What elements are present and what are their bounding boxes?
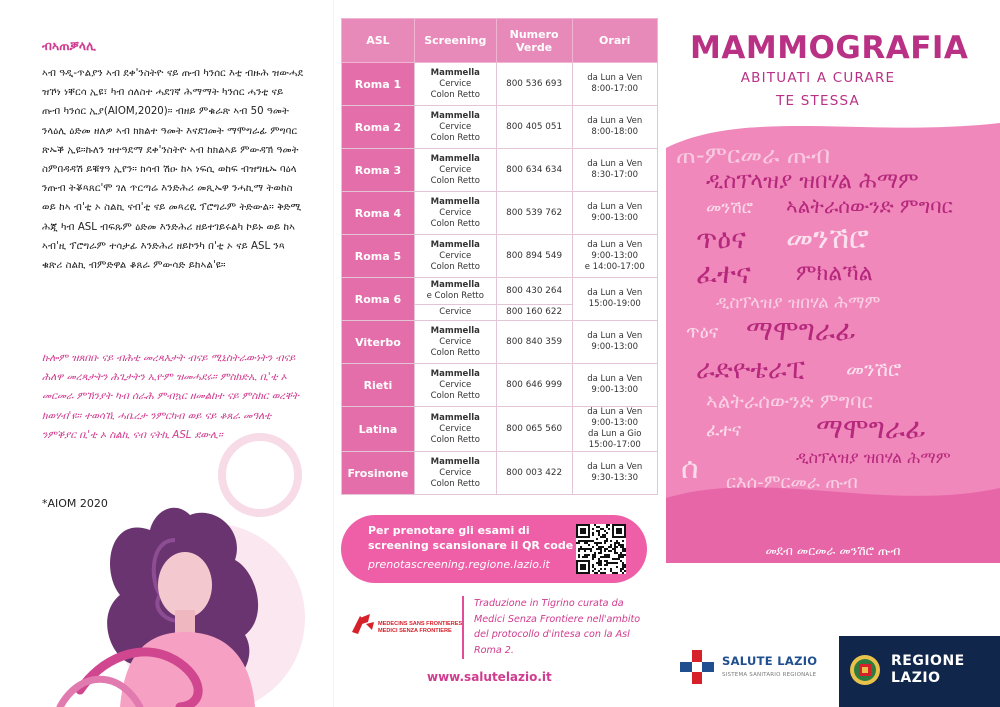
phone-number[interactable]: 800 003 422 <box>496 452 572 495</box>
band-subtitle-line-2: ኣንስትዮ ነጻ <box>805 598 861 613</box>
svg-text:ርእሰ-ምርመራ ጡብ: ርእሰ-ምርመራ ጡብ <box>726 472 858 493</box>
hours-cell <box>572 235 657 278</box>
screening-type: Colon Retto <box>430 434 480 445</box>
crest-icon <box>849 654 881 686</box>
phone-number[interactable]: 800 539 762 <box>496 192 572 235</box>
screening-type: Cervice <box>439 164 472 175</box>
screening-type: Cervice <box>439 379 472 390</box>
asl-name: Roma 6 <box>342 278 415 321</box>
screening-type: Mammella <box>430 412 480 423</box>
screening-type: Colon Retto <box>430 347 480 358</box>
screening-type: Mammella <box>430 239 480 250</box>
qr-code[interactable] <box>576 524 626 574</box>
table-row <box>342 321 658 364</box>
svg-text:ምክልኻል: ምክልኻል <box>796 261 873 286</box>
woman-illustration <box>0 420 333 707</box>
section-title: ብኣጠቓላሊ <box>42 38 96 53</box>
qr-line-2: screening scansionare il QR code <box>368 539 574 552</box>
svg-text:ዲስፕላዝያ ዝበሃል ሕማም: ዲስፕላዝያ ዝበሃል ሕማም <box>796 448 951 467</box>
header-orari: Orari <box>572 19 657 63</box>
asl-name: Frosinone <box>342 452 415 495</box>
phone-number[interactable]: 800 840 359 <box>496 321 572 364</box>
screening-type: Colon Retto <box>430 218 480 229</box>
qr-line-1: Per prenotare gli esami di <box>368 524 530 537</box>
decor-ring <box>222 437 298 513</box>
hours-line: da Lun a Ven <box>587 462 643 472</box>
band-subtitle-line-1: ካብ 50 ክሳብ 74 ዓመት ዝዕድሚኣን ደቂ <box>738 577 928 592</box>
msf-logo-line-1: MEDECINS SANS FRONTIERES <box>378 621 463 627</box>
phone-number[interactable]: 800 430 264 <box>496 278 572 305</box>
screening-cell <box>414 63 496 106</box>
phone-number[interactable]: 800 646 999 <box>496 364 572 407</box>
screening-cell <box>414 305 496 321</box>
hours-line: 9:00-13:00 <box>591 213 639 223</box>
svg-text:ዲስፕላዝያ ዝበሃል ሕማም: ዲስፕላዝያ ዝበሃል ሕማም <box>706 169 919 194</box>
svg-text:ኣልትራሰውንድ ምግባር: ኣልትራሰውንድ ምግባር <box>706 389 873 413</box>
phone-number[interactable]: 800 160 622 <box>496 305 572 321</box>
hours-line: 15:00-19:00 <box>588 299 641 309</box>
table-row <box>342 149 658 192</box>
screening-cell <box>414 278 496 305</box>
phone-number[interactable]: 800 536 693 <box>496 63 572 106</box>
hours-line: 8:30-17:00 <box>591 170 639 180</box>
screening-type: Mammella <box>430 456 480 467</box>
regione-line-1: REGIONE <box>891 653 965 669</box>
screening-type: Mammella <box>430 110 480 121</box>
salute-lazio-logo <box>672 640 830 698</box>
screening-type: Mammella <box>430 368 480 379</box>
screening-type: Colon Retto <box>430 390 480 401</box>
svg-text:ፈተና: ፈተና <box>696 257 751 290</box>
header-numero-verde <box>496 19 572 63</box>
table-row <box>342 106 658 149</box>
hours-cell <box>572 407 657 452</box>
asl-name: Latina <box>342 407 415 452</box>
svg-text:ዲስፕላዝያ ዝበሃል ሕማም: ዲስፕላዝያ ዝበሃል ሕማም <box>716 293 881 313</box>
screening-cell <box>414 321 496 364</box>
hours-line: da Lun a Ven <box>587 407 643 417</box>
phone-number[interactable]: 800 065 560 <box>496 407 572 452</box>
band-title: መደብ መርመራ መንሽሮ ጡብ <box>765 543 901 558</box>
screening-type: Mammella <box>430 280 480 290</box>
hours-cell <box>572 106 657 149</box>
screening-type: Cervice <box>439 307 472 317</box>
screening-type: Cervice <box>439 207 472 218</box>
screening-cell <box>414 106 496 149</box>
hours-cell <box>572 321 657 364</box>
screening-cell <box>414 192 496 235</box>
svg-text:ማሞግራፊ: ማሞግራፊ <box>746 314 856 347</box>
intro-paragraph: ኣብ ዓዲ-ጥልያን ኣብ ደቀ'ንስትዮ ናይ ጡብ ካንሰር እቲ ብዙሕ ዝውሓደ ዝኾነ ነቐርሳ ኢዩ፣ ካብ ሰለስተ ሓደገኛ ሕማማት ካንሰር ሓንቲ ናይ ጡብ ካንሰር ኢያ(AIOM,2020)። ብዘይ ምቁራጽ ኣብ 50 ዓመት ንላዕሊ ዕድመ ዘለዎ ኣብ ክክልተ ዓመት እናደገመት ማሞግራፊ ምግባር ጽኡቕ ኢዩ።ኩለን ዝተዓደማ ደቀ'ንስትዮ ኣብ ከክልኣይ ምውዳኽ ዓመት ስምበዳዳሽ ይቑፃዓ ኢየን። ክሳብ ሽዑ ከኣ ነፍሲ ወከፍ ብዝግዜኡ ባዕላ ንጡብ ትቖጻጸር'ሞ ገለ ጥርጣሬ እንድሕሪ መጺኡዋ ንሓኪማ ትወከስ ወይ ከኣ ብ'ቲ ኦ ስልኪ ናብ'ቲ ናይ መጻረዪ ፕሮግራም ትድውል። ቅድሚ ሕጂ ካብ ASL ብፍጹም ዕድመ እንድሕሪ ዘይተገይሩልካ ኮይኑ ወይ ከኣ ኣብ'ዚ ፕሮግራም ተሳታፊ እንድሕሪ ዘይኮንካ በ'ቲ ኦ ናይ ASL ንጻ ቁጽሪ ስልኪ ብምድዋል ቆጸራ ምውሳድ ይከኣል'ዩ። <box>42 68 303 272</box>
screening-type: Cervice <box>439 250 472 261</box>
hours-line: 9:00-13:00 <box>591 385 639 395</box>
screening-type: Cervice <box>439 78 472 89</box>
phone-number[interactable]: 800 634 634 <box>496 149 572 192</box>
divider <box>462 596 464 659</box>
screening-cell <box>414 452 496 495</box>
hours-line: da Lun a Ven <box>587 288 643 298</box>
screening-type: Mammella <box>430 67 480 78</box>
screening-type: Colon Retto <box>430 175 480 186</box>
svg-text:ኣልትራሰውንድ ምግባር: ኣልትራሰውንድ ምግባር <box>786 194 953 218</box>
cross-icon <box>680 650 714 684</box>
hours-line: 9:30-13:30 <box>591 473 639 483</box>
svg-text:መንሽሮ: መንሽሮ <box>846 357 902 381</box>
hours-cell <box>572 63 657 106</box>
screening-cell <box>414 407 496 452</box>
subtitle-line-2: TE STESSA <box>776 93 860 109</box>
svg-text:መንሽሮ: መንሽሮ <box>786 221 869 256</box>
qr-instructions <box>368 523 573 553</box>
table-row <box>342 364 658 407</box>
band-subtitle <box>666 574 1000 616</box>
tigrinya-word-art <box>666 118 1000 563</box>
svg-text:መንሽሮ: መንሽሮ <box>706 198 754 218</box>
hours-cell <box>572 452 657 495</box>
table-row <box>342 235 658 278</box>
header-numero-verde-label: Numero Verde <box>509 27 559 54</box>
hours-line: 9:00-13:00 <box>591 250 639 261</box>
hours-line: da Lun a Ven <box>587 73 643 83</box>
footnote: *AIOM 2020 <box>42 497 108 510</box>
svg-text:ማሞግራፊ: ማሞግራፊ <box>816 412 926 445</box>
asl-name: Roma 1 <box>342 63 415 106</box>
asl-name: Roma 5 <box>342 235 415 278</box>
main-title: MAMMOGRAFIA <box>690 30 969 66</box>
face <box>158 552 212 618</box>
table-row <box>342 452 658 495</box>
hours-line: 9:00-13:00 <box>591 418 639 428</box>
hours-cell <box>572 278 657 321</box>
table-row <box>342 278 658 305</box>
hours-line: 15:00-17:00 <box>588 440 641 450</box>
subtitle-line-1: ABITUATI A CURARE <box>740 70 896 86</box>
screening-type: Colon Retto <box>430 478 480 489</box>
svg-text:ጠ-ምርመራ ጡብ: ጠ-ምርመራ ጡብ <box>676 141 831 169</box>
regione-lazio-logo <box>839 636 1000 707</box>
msf-logo-line-2: MEDICI SENZA FRONTIERE <box>378 628 452 634</box>
hours-line: da Lun a Gio <box>588 429 642 439</box>
screening-type: Mammella <box>430 153 480 164</box>
regione-line-2: LAZIO <box>891 670 941 686</box>
svg-text:ራድዮቴራፒ: ራድዮቴራፒ <box>696 355 805 385</box>
hours-line: da Lun a Ven <box>587 159 643 169</box>
hours-cell <box>572 364 657 407</box>
asl-name: Viterbo <box>342 321 415 364</box>
svg-text:ጥዕና: ጥዕና <box>696 222 747 255</box>
screening-type: Cervice <box>439 423 472 434</box>
website-link[interactable]: www.salutelazio.it <box>427 670 552 684</box>
hours-line: 8:00-18:00 <box>591 127 639 137</box>
screening-cell <box>414 235 496 278</box>
table-row <box>342 63 658 106</box>
screening-type: Cervice <box>439 121 472 132</box>
phone-number[interactable]: 800 894 549 <box>496 235 572 278</box>
screening-type: Colon Retto <box>430 132 480 143</box>
hours-line: da Lun a Ven <box>587 374 643 384</box>
screening-type: Cervice <box>439 336 472 347</box>
hours-cell <box>572 149 657 192</box>
salute-sub: SISTEMA SANITARIO REGIONALE <box>722 672 817 678</box>
hours-line: 8:00-17:00 <box>591 84 639 94</box>
table-header-row <box>342 19 658 63</box>
hours-line: da Lun a Ven <box>587 331 643 341</box>
hours-line: da Lun a Ven <box>587 202 643 212</box>
svg-text:ፈተና: ፈተና <box>706 420 742 441</box>
booking-link[interactable]: prenotascreening.regione.lazio.it <box>368 558 550 571</box>
screening-type: Mammella <box>430 325 480 336</box>
header-asl: ASL <box>342 19 415 63</box>
asl-name: Rieti <box>342 364 415 407</box>
screening-type: Colon Retto <box>430 261 480 272</box>
screening-type: Mammella <box>430 196 480 207</box>
asl-name: Roma 4 <box>342 192 415 235</box>
asl-name: Roma 3 <box>342 149 415 192</box>
asl-name: Roma 2 <box>342 106 415 149</box>
screening-cell <box>414 364 496 407</box>
hours-line: da Lun a Ven <box>587 116 643 126</box>
info-paragraph: ኩሎም ዝጸበቡ ናይ ብሕቲ መረጻእታት ብናይ ሚኒስትራውነትን ብናይ ሕለዋ መረጻታትን ሕጊታትን ኢዮም ዝመሓደሩ። ምስክድኢ ቢ'ቲ ኦ መርመራ ምኽንያት ካብ ሰራሕ ምብኳር ዘመልከተ ናይ ምስክር ወረቐት ክወሃብ'ዩ። ተወሳኺ ሓቤረታ ንምርካብ ወይ ናይ ቆጸራ መዓለቲ ንምቕያር ቢ'ቲ ኦ ስልኪ ናብ ናትኪ ASL ደውሊ። <box>42 353 299 441</box>
svg-text:ጥዕና: ጥዕና <box>686 322 719 343</box>
hours-cell <box>572 192 657 235</box>
screening-cell <box>414 149 496 192</box>
hours-line: da Lun a Ven <box>587 239 643 250</box>
neck <box>175 610 195 635</box>
table-row <box>342 407 658 452</box>
screening-type: Cervice <box>439 467 472 478</box>
screening-type: Colon Retto <box>430 89 480 100</box>
translation-note: Traduzione in Tigrino curata da Medici Senza Frontiere nell'ambito del protocollo d'intesa con la Asl Roma 2. <box>474 598 641 656</box>
msf-logo <box>348 610 463 640</box>
svg-text:ሰ: ሰ <box>681 451 699 486</box>
hours-line: 9:00-13:00 <box>591 342 639 352</box>
salute-name: SALUTE LAZIO <box>722 654 818 668</box>
phone-number[interactable]: 800 405 051 <box>496 106 572 149</box>
table-row <box>342 192 658 235</box>
hours-line: e 14:00-17:00 <box>584 261 645 272</box>
asl-table <box>341 18 658 495</box>
screening-type: e Colon Retto <box>426 291 484 301</box>
header-screening: Screening <box>414 19 496 63</box>
left-panel <box>0 0 333 707</box>
